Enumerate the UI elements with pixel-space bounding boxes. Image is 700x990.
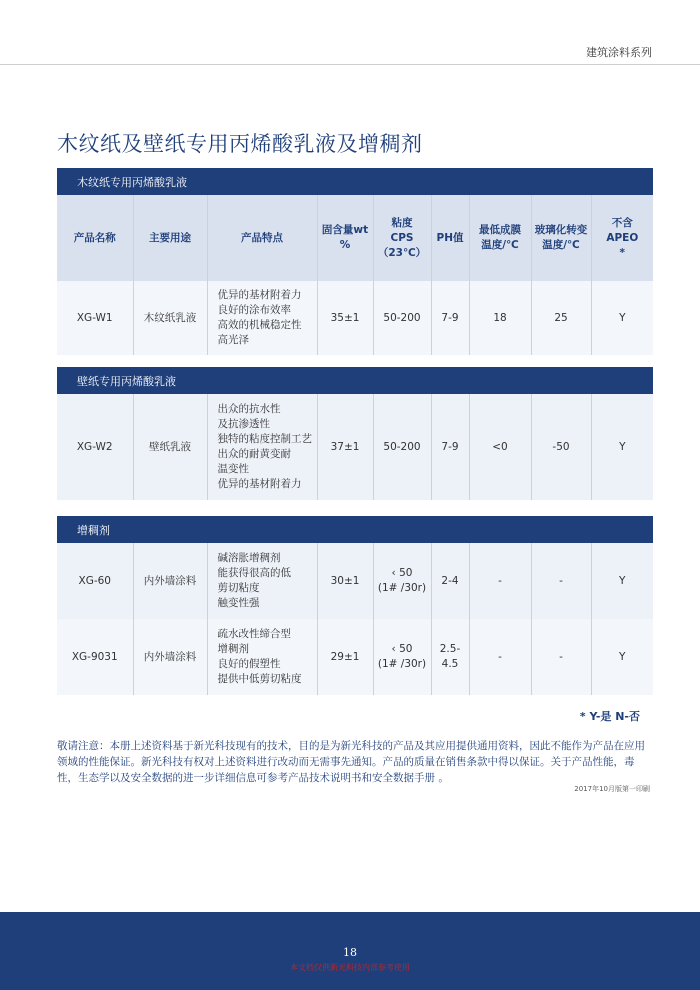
product-viscosity: 50-200	[373, 281, 431, 355]
section-title: 增稠剂	[57, 516, 653, 543]
product-use: 壁纸乳液	[133, 394, 207, 500]
col-features: 产品特点	[207, 195, 317, 281]
product-ph: 7-9	[431, 281, 469, 355]
table-row	[57, 281, 653, 355]
table-row	[57, 543, 653, 619]
product-use: 内外墙涂料	[133, 543, 207, 619]
table-row	[57, 394, 653, 500]
footer-note: 本文档仅供新光科技内部参考使用	[290, 963, 410, 972]
product-solid: 30±1	[317, 543, 373, 619]
product-apeo: Y	[591, 543, 653, 619]
spec-table-3	[57, 516, 653, 695]
product-name: XG-W2	[57, 394, 133, 500]
product-tg: 25	[531, 281, 591, 355]
product-name: XG-9031	[57, 619, 133, 695]
product-solid: 37±1	[317, 394, 373, 500]
product-viscosity: ‹ 50 (1# /30r)	[373, 543, 431, 619]
product-apeo: Y	[591, 394, 653, 500]
col-name: 产品名称	[57, 195, 133, 281]
product-tg: -	[531, 619, 591, 695]
product-name: XG-W1	[57, 281, 133, 355]
series-label: 建筑涂料系列	[586, 46, 652, 59]
product-features: 出众的抗水性 及抗渗透性 独特的粘度控制工艺 出众的耐黄变耐 温变性 优异的基材附着力	[207, 394, 317, 500]
product-mfft: 18	[469, 281, 531, 355]
product-solid: 29±1	[317, 619, 373, 695]
product-apeo: Y	[591, 281, 653, 355]
header-divider	[0, 64, 700, 65]
disclaimer-text: 敬请注意：本册上述资料基于新光科技现有的技术，目的是为新光科技的产品及其应用提供通用资料，因此不能作为产品在应用领域的性能保证。新光科技有权对上述资料进行改动而无需事先通知。产品的质量在销售条款中得以保证。关于产品性能，毒性，生态学以及安全数据的进一步详细信息可参考产品技术说明书和安全数据手册 。	[57, 740, 645, 784]
col-solid: 固含量wt %	[317, 195, 373, 281]
table-row	[57, 619, 653, 695]
section-title: 木纹纸专用丙烯酸乳液	[57, 168, 653, 195]
product-viscosity: 50-200	[373, 394, 431, 500]
page-title: 木纹纸及壁纸专用丙烯酸乳液及增稠剂	[57, 132, 423, 156]
spec-table-1	[57, 168, 653, 355]
product-tg: -	[531, 543, 591, 619]
section-title: 壁纸专用丙烯酸乳液	[57, 367, 653, 394]
product-name: XG-60	[57, 543, 133, 619]
product-use: 木纹纸乳液	[133, 281, 207, 355]
product-mfft: <0	[469, 394, 531, 500]
product-solid: 35±1	[317, 281, 373, 355]
legend-note: * Y-是 N-否	[579, 710, 640, 723]
product-ph: 2-4	[431, 543, 469, 619]
spec-table-2	[57, 367, 653, 500]
print-info: 2017年10月版第一印刷	[574, 785, 650, 793]
col-tg: 玻璃化转变 温度/℃	[531, 195, 591, 281]
col-ph: PH值	[431, 195, 469, 281]
col-apeo: 不含 APEO *	[591, 195, 653, 281]
col-mfft: 最低成膜 温度/℃	[469, 195, 531, 281]
product-features: 优异的基材附着力 良好的涂布效率 高效的机械稳定性 高光泽	[207, 281, 317, 355]
col-viscosity: 粘度 CPS （23℃）	[373, 195, 431, 281]
product-features: 碱溶胀增稠剂 能获得很高的低 剪切粘度 触变性强	[207, 543, 317, 619]
product-ph: 7-9	[431, 394, 469, 500]
product-mfft: -	[469, 619, 531, 695]
product-apeo: Y	[591, 619, 653, 695]
product-mfft: -	[469, 543, 531, 619]
product-use: 内外墙涂料	[133, 619, 207, 695]
page-number: 18	[343, 946, 357, 959]
table-header-row	[57, 195, 653, 281]
product-features: 疏水改性缔合型 增稠剂 良好的假塑性 提供中低剪切粘度	[207, 619, 317, 695]
col-use: 主要用途	[133, 195, 207, 281]
product-viscosity: ‹ 50 (1# /30r)	[373, 619, 431, 695]
product-tg: -50	[531, 394, 591, 500]
product-ph: 2.5-4.5	[431, 619, 469, 695]
